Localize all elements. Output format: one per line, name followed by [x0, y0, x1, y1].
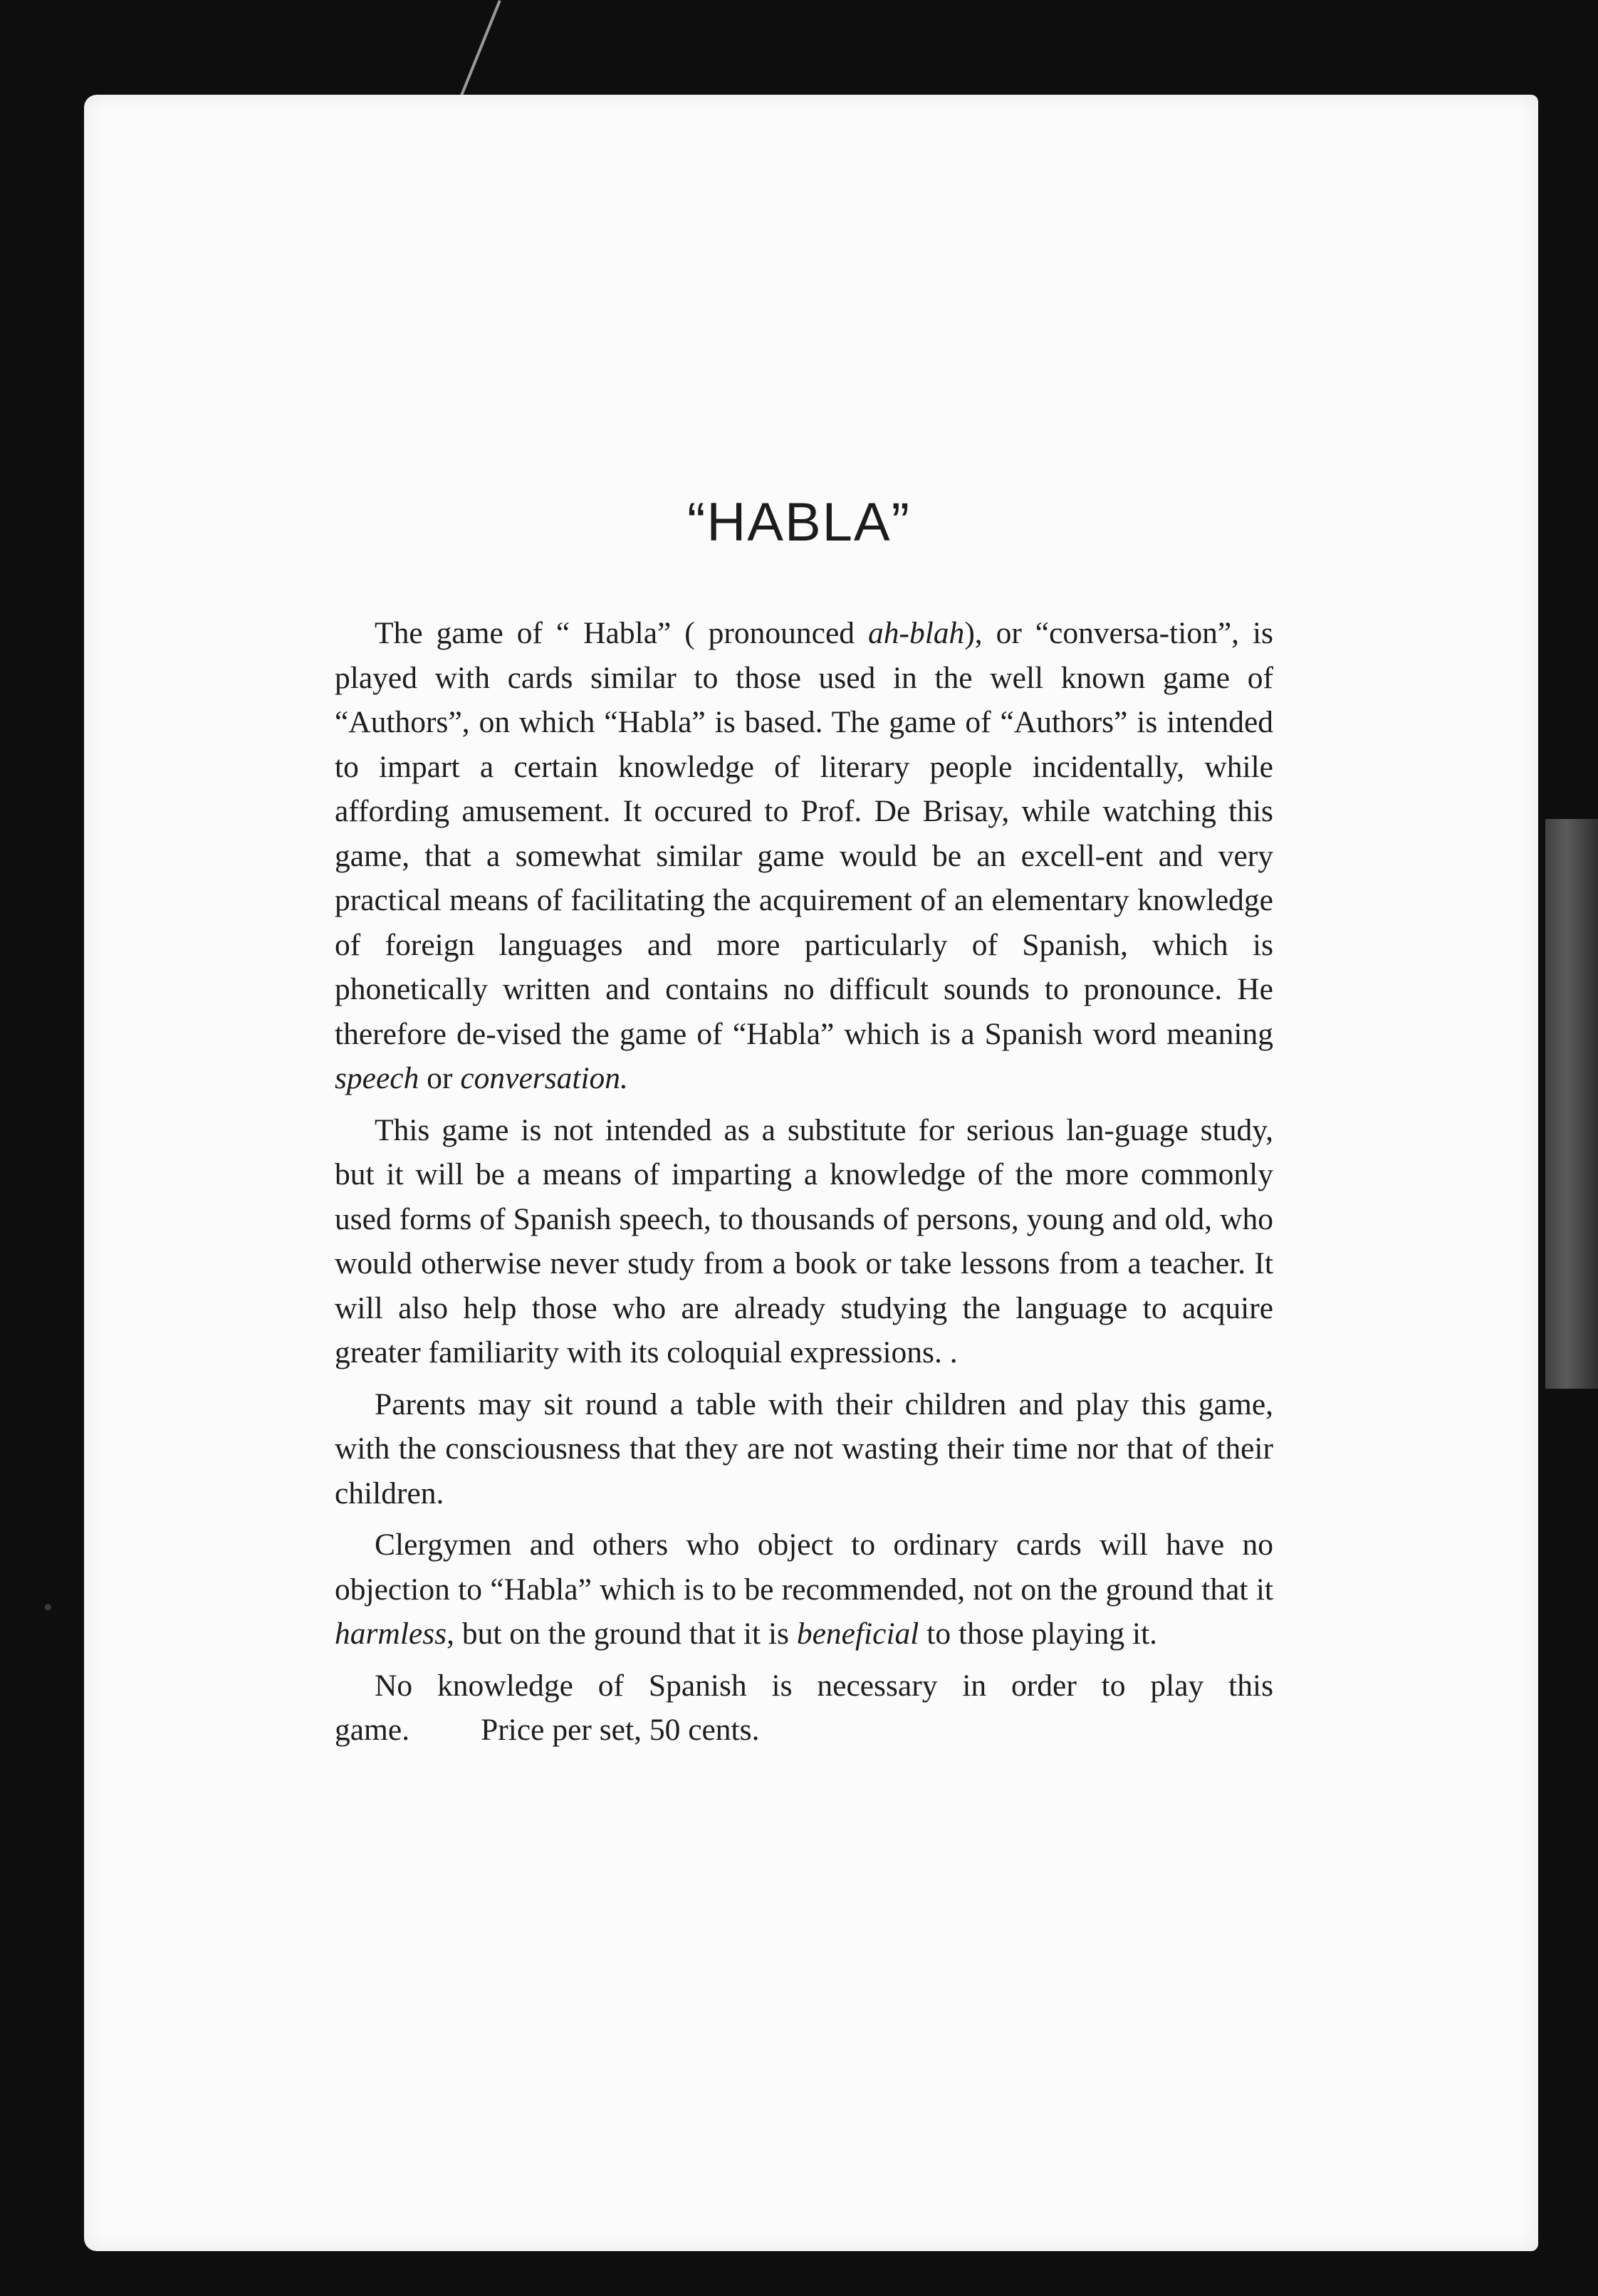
italic-text: speech: [335, 1061, 419, 1095]
text-segment: ), or “conversa-tion”, is played with cards similar to those used in the well known game of “Authors”, on which “Habla” is based. The game of “Authors” is intended to impart a certain knowledge of literary people incidentally, while affording amusement. It occured to Prof. De Brisay, while watching this game, that a somewhat similar game would be an excell-ent and very practical means of facilitating the acquirement of an elementary knowledge of foreign languages and more particularly of Spanish, which is phonetically written and contains no difficult sounds to pronounce. He therefore de-vised the game of “Habla” which is a Spanish word meaning: [335, 616, 1273, 1051]
text-segment: The game of “ Habla” ( pronounced: [375, 616, 868, 650]
text-segment: , but on the ground that it is: [446, 1617, 797, 1651]
page-title: “HABLA”: [687, 492, 911, 553]
italic-text: ah-blah: [867, 616, 965, 650]
italic-text: harmless: [335, 1617, 447, 1651]
paragraph-clergymen: [335, 1523, 1273, 1656]
italic-text: beneficial: [796, 1617, 919, 1651]
paragraph-intro: [335, 611, 1273, 1101]
text-segment: to those playing it.: [919, 1617, 1158, 1651]
italic-text: conversation.: [460, 1061, 628, 1095]
text-segment: Clergymen and others who object to ordinary cards will have no objection to “Habla” which is to be recommended, not on the ground that it: [335, 1528, 1273, 1607]
paragraph-closing: [335, 1664, 1273, 1753]
text-segment: No knowledge of Spanish is necessary in order to play this game.: [335, 1668, 1273, 1747]
document-body: [335, 611, 1273, 1760]
paragraph-parents: [335, 1382, 1273, 1516]
text-segment: or: [419, 1061, 461, 1095]
text-segment: This game is not intended as a substitute for serious lan-guage study, but it will be a means of imparting a knowledge of the more commonly used forms of Spanish speech, to thousands of persons, young and old, who would otherwise never study from a book or take lessons from a teacher. It will also help those who are already studying the language to acquire greater familiarity with its coloquial expressions. .: [335, 1112, 1273, 1369]
text-segment: Parents may sit round a table with their children and play this game, with the consciousness that they are not wasting their time nor that of their children.: [335, 1387, 1273, 1510]
paragraph-purpose: [335, 1108, 1273, 1375]
price-text: Price per set, 50 cents.: [481, 1713, 760, 1747]
adjacent-page-edge: [1545, 819, 1598, 1389]
